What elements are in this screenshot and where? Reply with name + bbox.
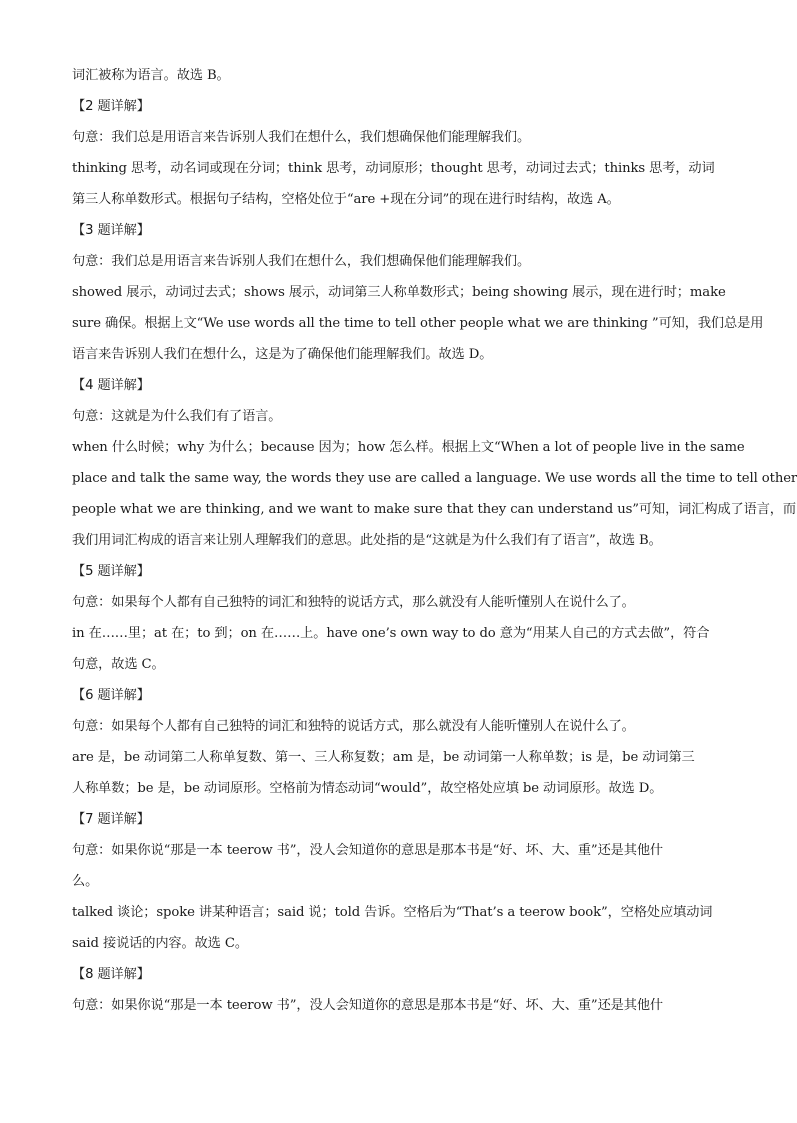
- text-line: 么。: [72, 874, 99, 889]
- section-heading: 【8 题详解】: [72, 967, 150, 982]
- section-heading: 【2 题详解】: [72, 99, 150, 114]
- text-line: 句意：如果每个人都有自己独特的词汇和独特的说话方式，那么就没有人能听懂别人在说什么了。: [72, 719, 635, 734]
- text-line: showed 展示，动词过去式；shows 展示，动词第三人称单数形式；being showing 展示，现在进行时；make: [72, 285, 726, 300]
- text-line: thinking 思考，动名词或现在分词；think 思考，动词原形；thought 思考，动词过去式；thinks 思考，动词: [72, 161, 715, 176]
- section-heading: 【4 题详解】: [72, 378, 150, 393]
- text-line: 句意：我们总是用语言来告诉别人我们在想什么，我们想确保他们能理解我们。: [72, 254, 531, 269]
- section-heading: 【5 题详解】: [72, 564, 150, 579]
- text-line: when 什么时候；why 为什么；because 因为；how 怎么样。根据上文“When a lot of people live in the same: [72, 440, 745, 455]
- text-line: talked 谈论；spoke 讲某种语言；said 说；told 告诉。空格后为“That’s a teerow book”，空格处应填动词: [72, 905, 713, 920]
- text-line: 第三人称单数形式。根据句子结构，空格处位于“are +现在分词”的现在进行时结构，故选 A。: [72, 192, 620, 207]
- document-body: [72, 60, 797, 1021]
- section-heading: 【3 题详解】: [72, 223, 150, 238]
- text-line: sure 确保。根据上文“We use words all the time to tell other people what we are thinking ”可知，我们总是用: [72, 316, 764, 331]
- text-line: 句意：如果每个人都有自己独特的词汇和独特的说话方式，那么就没有人能听懂别人在说什么了。: [72, 595, 635, 610]
- section-heading: 【6 题详解】: [72, 688, 150, 703]
- text-line: 句意：我们总是用语言来告诉别人我们在想什么，我们想确保他们能理解我们。: [72, 130, 531, 145]
- text-line: said 接说话的内容。故选 C。: [72, 936, 248, 951]
- text-line: 句意：如果你说“那是一本 teerow 书”，没人会知道你的意思是那本书是“好、坏、大、重”还是其他什: [72, 998, 664, 1013]
- text-line: 句意，故选 C。: [72, 657, 165, 672]
- text-line: 词汇被称为语言。故选 B。: [72, 68, 230, 83]
- text-line: 句意：如果你说“那是一本 teerow 书”，没人会知道你的意思是那本书是“好、坏、大、重”还是其他什: [72, 843, 664, 858]
- text-line: 人称单数；be 是，be 动词原形。空格前为情态动词“would”，故空格处应填 be 动词原形。故选 D。: [72, 781, 663, 796]
- section-heading: 【7 题详解】: [72, 812, 150, 827]
- text-line: 语言来告诉别人我们在想什么，这是为了确保他们能理解我们。故选 D。: [72, 347, 493, 362]
- text-line: are 是，be 动词第二人称单复数、第一、三人称复数；am 是，be 动词第一人称单数；is 是，be 动词第三: [72, 750, 695, 765]
- text-line: people what we are thinking, and we want to make sure that they can understand us”可知，词汇构成了语言，而: [72, 502, 796, 517]
- text-line: 句意：这就是为什么我们有了语言。: [72, 409, 282, 424]
- text-line: place and talk the same way, the words they use are called a language. We use words all the time to tell other: [72, 471, 797, 486]
- text-line: 我们用词汇构成的语言来让别人理解我们的意思。此处指的是“这就是为什么我们有了语言”，故选 B。: [72, 533, 662, 548]
- text-line: in 在……里；at 在；to 到；on 在……上。have one’s own way to do 意为“用某人自己的方式去做”，符合: [72, 626, 710, 641]
